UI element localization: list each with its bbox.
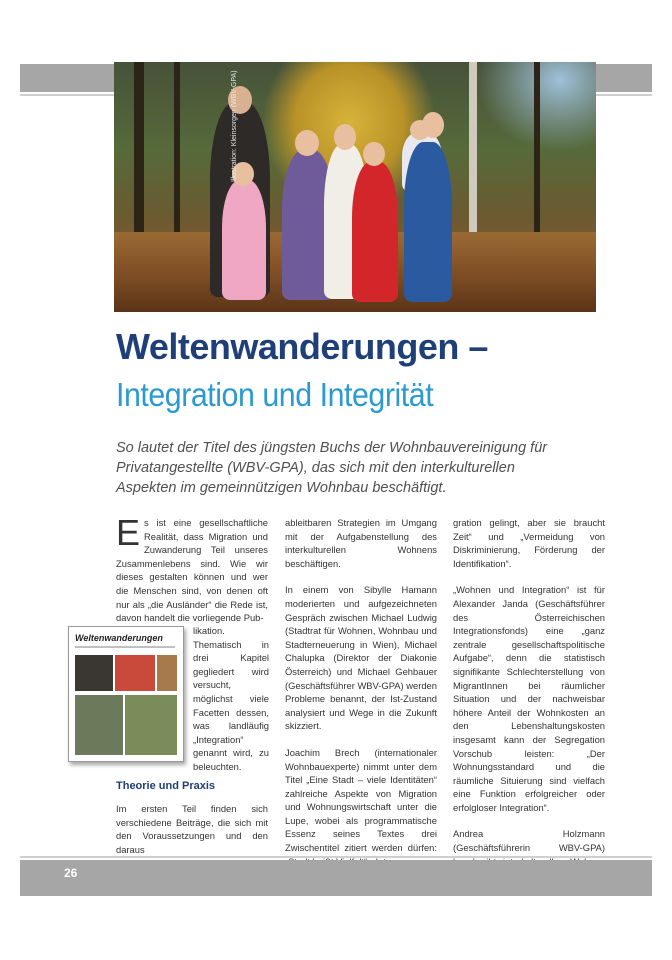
footer-rule bbox=[20, 856, 652, 858]
col3-paragraph-2: „Wohnen und Integration“ ist für Alexander Janda (Geschäftsführer des Österreichischen Integrationsfonds) eine „ganz zentrale gesellschaftspolitische Aufgabe“, denn die statistisch signifikante Schlechterstellung von MigrantInnen bei räumlicher Situation und der nachweisbar höhere Anteil der Wohnkosten an den Lebenshaltungskosten insgesamt kann der Segregation Vorschub leisten: „Der Wohnungsstandard und die räumliche Situierung sind vielfach eine Funktion erfolgreicher oder erfolgloser Integration“. bbox=[453, 584, 605, 813]
photo-credit: Illustration: Kleinsorgen (WBV-GPA) bbox=[231, 70, 238, 182]
col1-paragraph-2: Im ersten Teil finden sich verschiedene Beiträge, die sich mit den Voraussetzungen und den daraus bbox=[116, 803, 268, 855]
col3-paragraph-1: gration gelingt, aber sie braucht Zeit“ und „Vermeidung von Diskriminierung, Förderung der Identifikation“. bbox=[453, 517, 605, 569]
col3-paragraph-3: Andrea Holzmann (Geschäftsführerin WBV-GPA) bbox=[453, 828, 605, 854]
column-3 bbox=[453, 516, 605, 895]
col2-paragraph-2: In einem von Sibylle Hamann moderierten und aufgezeichneten Gespräch zwischen Michael Ludwig (Stadtrat für Wohnen, Wohnbau und Stadterneuerung in Wien), Michael Chalupka (Direktor der Diakonie Österreich) und Michael Gehbauer (Geschäftsführer WBV-GPA) werden Probleme benannt, der Ist-Zustand analysiert und Wege in die Zukunft skizziert. bbox=[285, 584, 437, 732]
col1-lower bbox=[116, 780, 268, 856]
article-title: Weltenwanderungen – bbox=[116, 326, 488, 367]
family-photo bbox=[114, 62, 596, 312]
col2-paragraph-3: Joachim Brech (internationaler Wohnbauexperte) nimmt unter dem Titel „Eine Stadt – viele Identitäten“ zahlreiche Aspekte von Migration und Wohnungswirtschaft unter die Lupe, wobei als programmatische Essenz seines Textes drei Zwischentitel zitiert werden dürfen: bbox=[285, 746, 437, 854]
page-number: 26 bbox=[64, 866, 78, 880]
col1-paragraph-1: s ist eine gesellschaftliche Realität, dass Migration und Zuwanderung Teil unseres Zusammenlebens sind. Wie wir dieses gestalten können und wer die Menschen sind, von denen oft nur als „die Ausländer“ die Rede ist, davon handelt die vorliegende Pub- bbox=[116, 517, 268, 624]
col2-paragraph-1: ableitbaren Strategien im Umgang mit der Aufgabenstellung des interkulturellen Wohnens beschäftigen. bbox=[285, 517, 437, 569]
lead-paragraph: So lautet der Titel des jüngsten Buchs der Wohnbauvereinigung für Privatangestellte (WBV-GPA), das sich mit den interkulturellen Aspekten im gemeinnützigen Wohnbau beschäftigt. bbox=[116, 440, 548, 496]
col1-paragraph-1-continued: likation. Thematisch in drei Kapitel gegliedert wird versucht, möglichst viele Facetten dessen, was landläufig „Integration“ genannt wird, zu beleuchten. bbox=[193, 625, 269, 772]
book-cover-title: Weltenwanderungen bbox=[75, 633, 163, 643]
column-1 bbox=[116, 512, 268, 638]
book-cover bbox=[68, 626, 184, 762]
drop-cap: E bbox=[116, 512, 141, 553]
column-2 bbox=[285, 516, 437, 881]
footer-band bbox=[20, 860, 652, 896]
article-subtitle: Integration und Integrität bbox=[116, 376, 434, 413]
section-heading: Theorie und Praxis bbox=[116, 780, 216, 792]
